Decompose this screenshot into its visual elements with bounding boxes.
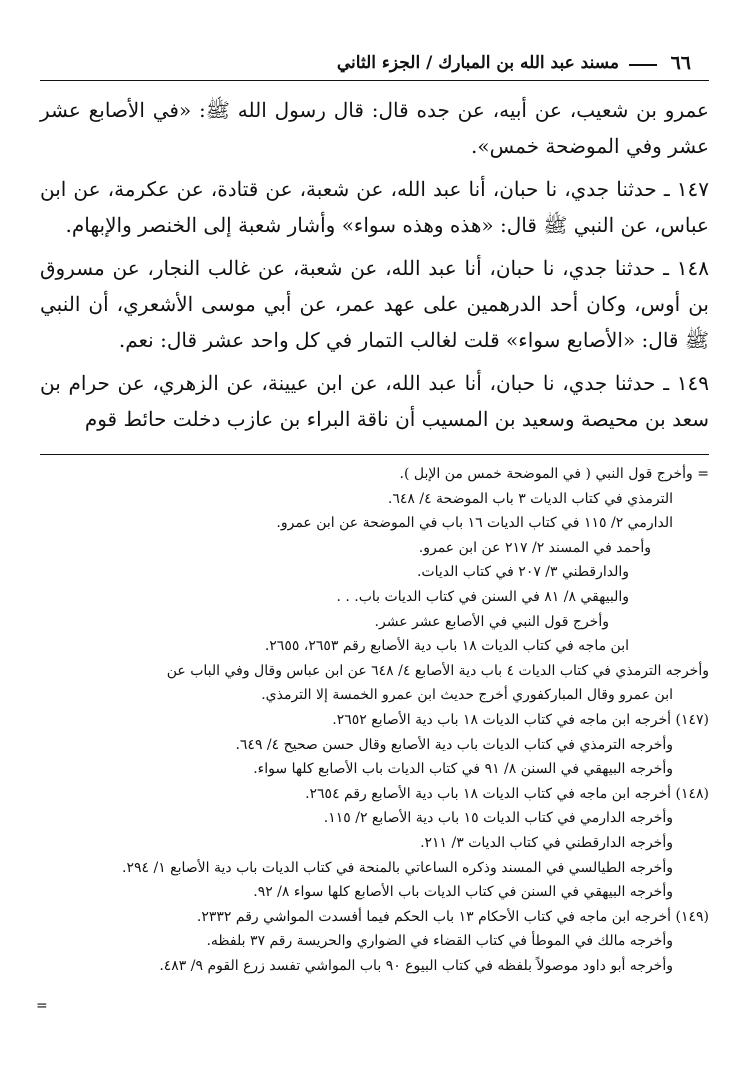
hadith-149: ١٤٩ ـ حدثنا جدي، نا حبان، أنا عبد الله، عن ابن عيينة، عن الزهري، عن حرام بن سعد بن محيصة وسعيد بن المسيب أن ناقة البراء بن عازب دخلت حائط قوم — [40, 371, 709, 431]
footnote-line: الدارمي ٢/ ١١٥ في كتاب الديات ١٦ باب في الموضحة عن ابن عمرو. — [276, 515, 673, 532]
page-header — [40, 50, 709, 80]
hadith-148: ١٤٨ ـ حدثنا جدي، نا حبان، أنا عبد الله، عن شعبة، عن غالب النجار، عن مسروق بن أوس، وكان أحد الدرهمين على عهد عمر، عن أبي موسى الأشعري، أن النبي ﷺ قال: «الأصابع سواء» قلت لغالب التمار في كل واحد عشر قال: نعم. — [40, 256, 709, 352]
footnote-line: وأحمد في المسند ٢/ ٢١٧ عن ابن عمرو. — [418, 539, 651, 556]
footnote-line: وأخرجه الترمذي في كتاب الديات ٤ باب دية الأصابع ٤/ ٦٤٨ عن ابن عباس وقال وفي الباب عن — [166, 662, 709, 679]
footnote-line: وأخرجه الدارقطني في كتاب الديات ٣/ ٢١١. — [420, 834, 673, 851]
footnote-line: وأخرجه أبو داود موصولاً بلفظه في كتاب البيوع ٩٠ باب المواشي تفسد زرع القوم ٩/ ٤٨٣. — [159, 957, 673, 974]
page-number: ٦٦ — [670, 52, 691, 74]
footnote-line: وأخرجه الطيالسي في المسند وذكره الساعاتي بالمنحة في كتاب الديات باب دية الأصابع ١/ ٢٩٤. — [122, 859, 673, 876]
footnote-line: وأخرجه مالك في الموطأ في كتاب القضاء في الضواري والحريسة رقم ٣٧ بلفظه. — [206, 933, 673, 950]
footnote-line: ابن عمرو وقال المباركفوري أخرج حديث ابن عمرو الخمسة إلا الترمذي. — [261, 687, 673, 704]
footnote-line: (١٤٩) أخرجه ابن ماجه في كتاب الأحكام ١٣ باب الحكم فيما أفسدت المواشي رقم ٢٣٣٢. — [196, 908, 709, 925]
main-text — [40, 92, 709, 444]
footnote-line: وأخرجه البيهقي في السنن في كتاب الديات باب الأصابع كلها سواء ٨/ ٩٢. — [253, 884, 673, 901]
footnote-separator — [40, 454, 709, 455]
header-dash — [629, 64, 657, 66]
footnote-line: (١٤٨) أخرجه ابن ماجه في كتاب الديات ١٨ باب دية الأصابع رقم ٢٦٥٤. — [305, 785, 709, 802]
footnote-line: والبيهقي ٨/ ٨١ في السنن في كتاب الديات باب. . . — [336, 588, 629, 605]
continuation-mark: = — [36, 998, 48, 1014]
running-title: مسند عبد الله بن المبارك / الجزء الثاني — [336, 53, 619, 73]
footnote-line: وأخرجه البيهقي في السنن ٨/ ٩١ في كتاب الديات باب الأصابع كلها سواء. — [253, 761, 673, 778]
footnotes — [26, 462, 709, 978]
footnote-line: وأخرجه الترمذي في كتاب الديات باب دية الأصابع وقال حسن صحيح ٤/ ٦٤٩. — [235, 736, 673, 753]
footnote-line: وأخرج قول النبي في الأصابع عشر عشر. — [374, 613, 609, 630]
hadith-147: ١٤٧ ـ حدثنا جدي، نا حبان، أنا عبد الله، عن شعبة، عن قتادة، عن عكرمة، عن ابن عباس، عن النبي ﷺ قال: «هذه وهذه سواء» وأشار شعبة إلى الخنصر والإبهام. — [40, 177, 709, 237]
footnote-line: = وأخرج قول النبي ( في الموضحة خمس من الإبل ). — [399, 466, 709, 482]
footnote-line: الترمذي في كتاب الديات ٣ باب الموضحة ٤/ ٦٤٨. — [387, 490, 673, 507]
header-rule — [40, 80, 709, 81]
footnote-line: وأخرجه الدارمي في كتاب الديات ١٥ باب دية الأصابع ٢/ ١١٥. — [323, 810, 673, 827]
footnote-line: (١٤٧) أخرجه ابن ماجه في كتاب الديات ١٨ باب دية الأصابع ٢٦٥٢. — [332, 711, 709, 728]
footnote-line: والدارقطني ٣/ ٢٠٧ في كتاب الديات. — [416, 564, 629, 581]
footnote-line: ابن ماجه في كتاب الديات ١٨ باب دية الأصابع رقم ٢٦٥٣، ٢٦٥٥. — [264, 638, 629, 655]
paragraph: عمرو بن شعيب، عن أبيه، عن جده قال: قال رسول الله ﷺ: «في الأصابع عشر عشر وفي الموضحة خمس». — [40, 98, 709, 158]
